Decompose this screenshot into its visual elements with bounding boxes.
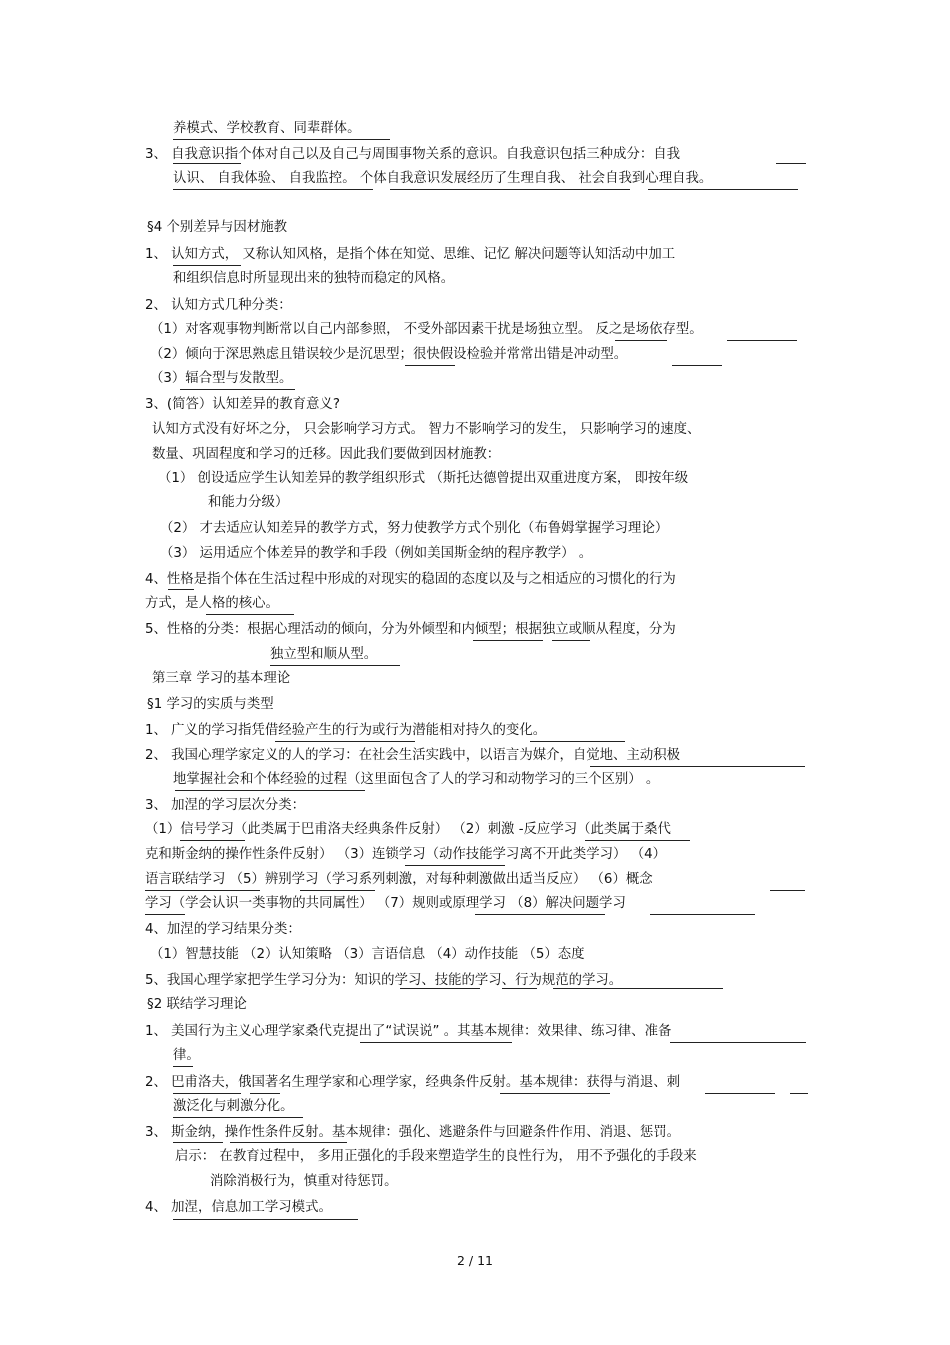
text-line: 认知方式没有好坏之分， 只会影响学习方式。 智力不影响学习的发生， 只影响学习的速度、: [152, 422, 701, 437]
blank-underline: [530, 741, 625, 742]
blank-underline: [648, 189, 798, 190]
blank-underline: [552, 640, 590, 641]
text-line: 3、 加涅的学习层次分类：: [145, 798, 306, 813]
blank-underline: [145, 914, 185, 915]
text-line: 地掌握社会和个体经验的过程（这里面包含了人的学习和动物学习的三个区别） 。: [173, 772, 660, 787]
text-line: 4、加涅的学习结果分类：: [145, 922, 301, 937]
blank-underline: [670, 1042, 710, 1043]
blank-underline: [173, 1219, 358, 1220]
text-line: 2、 认知方式几种分类：: [145, 298, 292, 313]
blank-underline: [300, 890, 375, 891]
blank-underline: [502, 988, 537, 989]
blank-underline: [790, 1093, 808, 1094]
blank-underline: [405, 865, 505, 866]
blank-underline: [473, 640, 543, 641]
blank-underline: [475, 914, 605, 915]
blank-underline: [270, 665, 400, 666]
text-line: §2 联结学习理论: [147, 997, 247, 1012]
blank-underline: [180, 389, 295, 390]
text-line: 克和斯金纳的操作性条件反射） （3）连锁学习（动作技能学习离不开此类学习） （4）: [145, 847, 667, 862]
text-line: 2、 我国心理学家定义的人的学习：在社会生活实践中，以语言为媒介，自觉地、主动积极: [145, 748, 681, 763]
blank-underline: [390, 189, 630, 190]
blank-underline: [585, 840, 690, 841]
text-line: 1、 广义的学习指凭借经验产生的行为或行为潜能相对持久的变化。: [145, 723, 547, 738]
text-line: （3） 运用适应个体差异的教学和手段（例如美国斯金纳的程序教学） 。: [160, 546, 593, 561]
text-line: 独立型和顺从型。: [270, 647, 378, 662]
blank-underline: [590, 766, 805, 767]
text-line: 3、(简答）认知差异的教育意义?: [145, 397, 340, 412]
text-line: 学习（学会认识一类事物的共同属性） （7）规则或原理学习 （8）解决问题学习: [145, 896, 626, 911]
text-line: （1）智慧技能 （2）认知策略 （3）言语信息 （4）动作技能 （5）态度: [150, 947, 585, 962]
text-line: 5、性格的分类：根据心理活动的倾向，分为外倾型和内倾型；根据独立或顺从程度，分为: [145, 622, 676, 637]
blank-underline: [615, 340, 667, 341]
blank-underline: [173, 1093, 241, 1094]
blank-underline: [168, 589, 194, 590]
blank-underline: [708, 1042, 748, 1043]
text-line: 养模式、学校教育、同辈群体。: [173, 121, 361, 136]
text-line: （1） 创设适应学生认知差异的教学组织形式 （斯托达德曾提出双重进度方案， 即按年级: [158, 471, 689, 486]
blank-underline: [500, 1093, 610, 1094]
blank-underline: [145, 890, 260, 891]
blank-underline: [672, 365, 722, 366]
text-line: §1 学习的实质与类型: [147, 697, 274, 712]
text-line: 激泛化与刺激分化。: [173, 1099, 294, 1114]
text-line: 3、 自我意识指个体对自己以及自己与周围事物关系的意识。自我意识包括三种成分：自我: [145, 147, 681, 162]
blank-underline: [250, 1093, 280, 1094]
text-line: 消除消极行为，慎重对待惩罚。: [210, 1174, 398, 1189]
blank-underline: [275, 741, 415, 742]
text-line: 4、 加涅，信息加工学习模式。: [145, 1200, 332, 1215]
blank-underline: [206, 614, 294, 615]
text-line: （1）信号学习（此类属于巴甫洛夫经典条件反射） （2）刺激 -反应学习（此类属于桑代: [145, 822, 671, 837]
text-line: （2）倾向于深思熟虑且错误较少是沉思型；很快假设检验并常常出错是冲动型。: [150, 347, 628, 362]
blank-underline: [400, 988, 480, 989]
text-line: 认识、 自我体验、 自我监控。 个体自我意识发展经历了生理自我、 社会自我到心理自我。: [173, 171, 713, 186]
blank-underline: [776, 163, 806, 164]
text-line: 第三章 学习的基本理论: [152, 671, 291, 686]
text-line: 方式，是人格的核心。: [145, 596, 279, 611]
blank-underline: [230, 1142, 347, 1143]
blank-underline: [180, 840, 245, 841]
text-line: 启示： 在教育过程中， 多用正强化的手段来塑造学生的良性行为， 用不予强化的手段来: [175, 1149, 697, 1164]
blank-underline: [173, 1142, 223, 1143]
blank-underline: [173, 1117, 303, 1118]
text-line: （3）辐合型与发散型。: [150, 371, 293, 386]
text-line: 语言联结学习 （5）辨别学习（学习系列刺激，对每种刺激做出适当反应） （6）概念: [145, 872, 653, 887]
text-line: （2） 才去适应认知差异的教学方式，努力使教学方式个别化（布鲁姆掌握学习理论）: [160, 521, 669, 536]
blank-underline: [553, 988, 723, 989]
blank-underline: [770, 890, 805, 891]
blank-underline: [173, 1066, 193, 1067]
blank-underline: [650, 914, 755, 915]
text-line: 5、我国心理学家把学生学习分为：知识的学习、技能的学习、行为规范的学习。: [145, 973, 623, 988]
page-number: 2 / 11: [456, 1253, 494, 1268]
blank-underline: [360, 1042, 512, 1043]
blank-underline: [705, 1093, 775, 1094]
text-line: 4、性格是指个体在生活过程中形成的对现实的稳固的态度以及与之相适应的习惯化的行为: [145, 572, 676, 587]
text-line: 数量、巩固程度和学习的迁移。因此我们要做到因材施教：: [152, 447, 501, 462]
text-line: 1、 认知方式， 又称认知风格，是指个体在知觉、思维、记忆 解决问题等认知活动中加工: [145, 247, 676, 262]
blank-underline: [748, 1042, 806, 1043]
blank-underline: [727, 340, 797, 341]
text-line: 3、 斯金纳，操作性条件反射。基本规律：强化、逃避条件与回避条件作用、消退、惩罚。: [145, 1125, 681, 1140]
blank-underline: [175, 790, 365, 791]
text-line: 律。: [173, 1048, 200, 1063]
text-line: 和组织信息时所显现出来的独特而稳定的风格。: [173, 271, 455, 286]
blank-underline: [173, 265, 241, 266]
blank-underline: [173, 189, 373, 190]
text-line: 2、 巴甫洛夫，俄国著名生理学家和心理学家，经典条件反射。基本规律：获得与消退、刺: [145, 1075, 681, 1090]
blank-underline: [405, 365, 455, 366]
text-line: 和能力分级）: [208, 495, 289, 510]
blank-underline: [173, 139, 390, 140]
text-line: 1、 美国行为主义心理学家桑代克提出了“试误说” 。其基本规律：效果律、练习律、准备: [145, 1024, 672, 1039]
blank-underline: [173, 163, 241, 164]
text-line: §4 个别差异与因材施教: [147, 220, 287, 235]
text-line: （1）对客观事物判断常以自己内部参照， 不受外部因素干扰是场独立型。 反之是场依存型。: [150, 322, 703, 337]
